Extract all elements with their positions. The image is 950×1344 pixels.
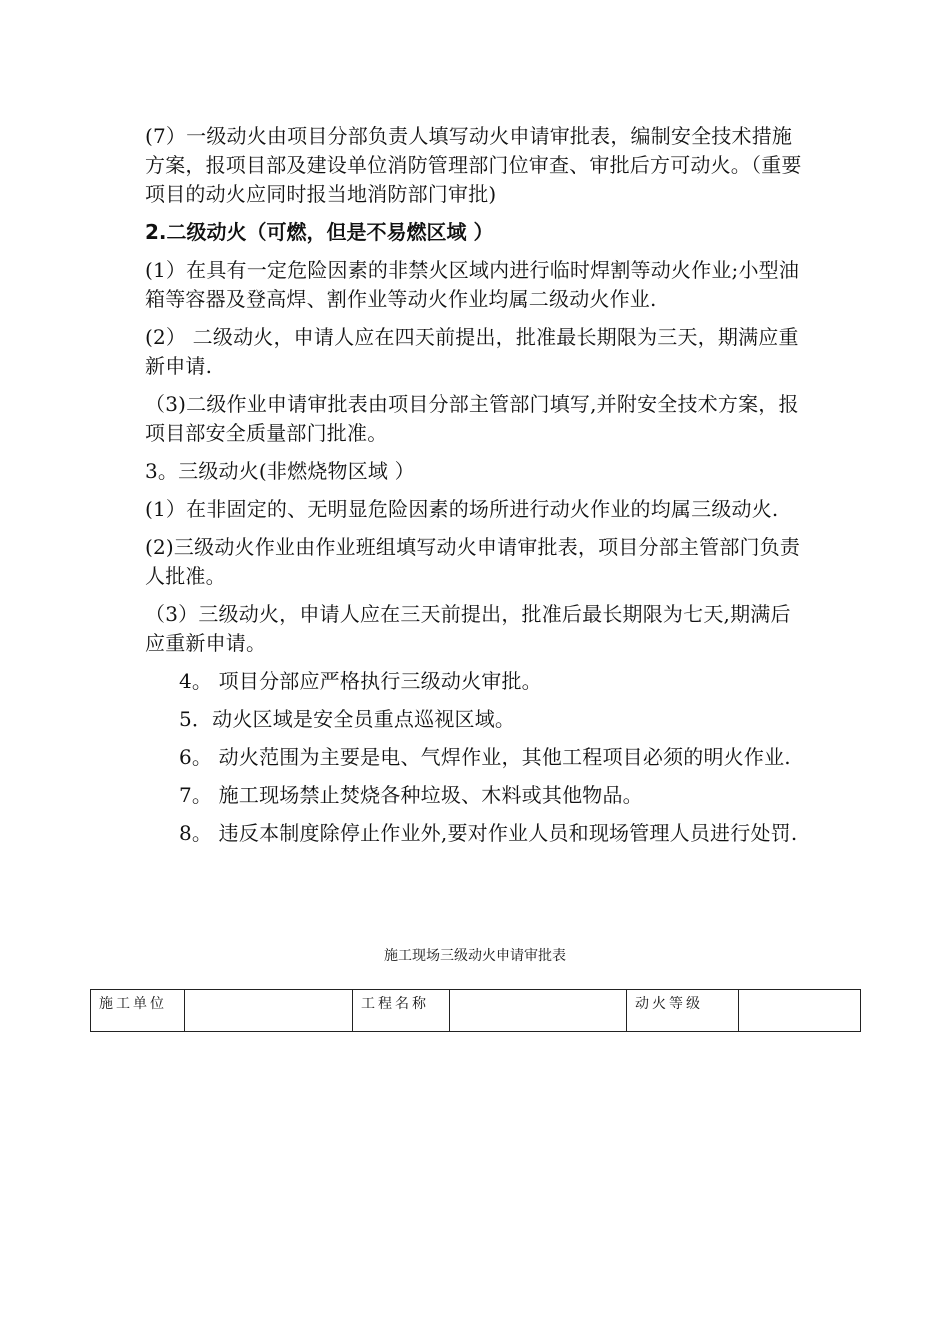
paragraph-rule7: 7。 施工现场禁止焚烧各种垃圾、木料或其他物品。 bbox=[179, 783, 643, 807]
table-row bbox=[91, 990, 861, 1032]
paragraph-rule8: 8。 违反本制度除停止作业外,要对作业人员和现场管理人员进行处罚. bbox=[179, 821, 798, 845]
cell-project-name[interactable] bbox=[450, 990, 627, 1032]
paragraph-level3-rule1: (1）在非固定的、无明显危险因素的场所进行动火作业的均属三级动火. bbox=[145, 497, 779, 521]
paragraph-level1-rule7: (7）一级动火由项目分部负责人填写动火申请审批表，编制安全技术措施方案，报项目部及建设单位消防管理部门位审查、审批后方可动火。（重要项目的动火应同时报当地消防部门审批) bbox=[145, 124, 802, 206]
paragraph-level3-rule2: (2)三级动火作业由作业班组填写动火申请审批表，项目分部主管部门负责人批准。 bbox=[145, 535, 801, 588]
table-title: 施工现场三级动火申请审批表 bbox=[384, 948, 566, 964]
paragraph-level2-rule3: （3)二级作业申请审批表由项目分部主管部门填写,并附安全技术方案，报项目部安全质量部门批准。 bbox=[145, 392, 799, 445]
fire-application-table bbox=[90, 989, 861, 1032]
heading-level2-fire: 2.二级动火（可燃，但是不易燃区域 ） bbox=[145, 220, 494, 244]
heading-level3-fire: 3。三级动火(非燃烧物区域 ） bbox=[145, 459, 415, 483]
paragraph-level2-rule1: (1）在具有一定危险因素的非禁火区域内进行临时焊割等动火作业;小型油箱等容器及登高焊、割作业等动火作业均属二级动火作业. bbox=[145, 258, 800, 311]
label-construction-unit: 施工单位 bbox=[91, 990, 185, 1032]
label-fire-level: 动火等级 bbox=[627, 990, 739, 1032]
paragraph-level2-rule2: (2） 二级动火，申请人应在四天前提出，批准最长期限为三天，期满应重新申请. bbox=[145, 325, 799, 378]
label-project-name: 工程名称 bbox=[353, 990, 450, 1032]
paragraph-rule5: 5．动火区域是安全员重点巡视区域。 bbox=[179, 707, 516, 731]
paragraph-rule4: 4。 项目分部应严格执行三级动火审批。 bbox=[179, 669, 542, 693]
paragraph-rule6: 6。 动火范围为主要是电、气焊作业，其他工程项目必须的明火作业. bbox=[179, 745, 791, 769]
cell-fire-level[interactable] bbox=[739, 990, 861, 1032]
paragraph-level3-rule3: （3）三级动火，申请人应在三天前提出，批准后最长期限为七天,期满后应重新申请。 bbox=[145, 602, 791, 655]
document-body bbox=[145, 122, 810, 857]
cell-construction-unit[interactable] bbox=[185, 990, 353, 1032]
